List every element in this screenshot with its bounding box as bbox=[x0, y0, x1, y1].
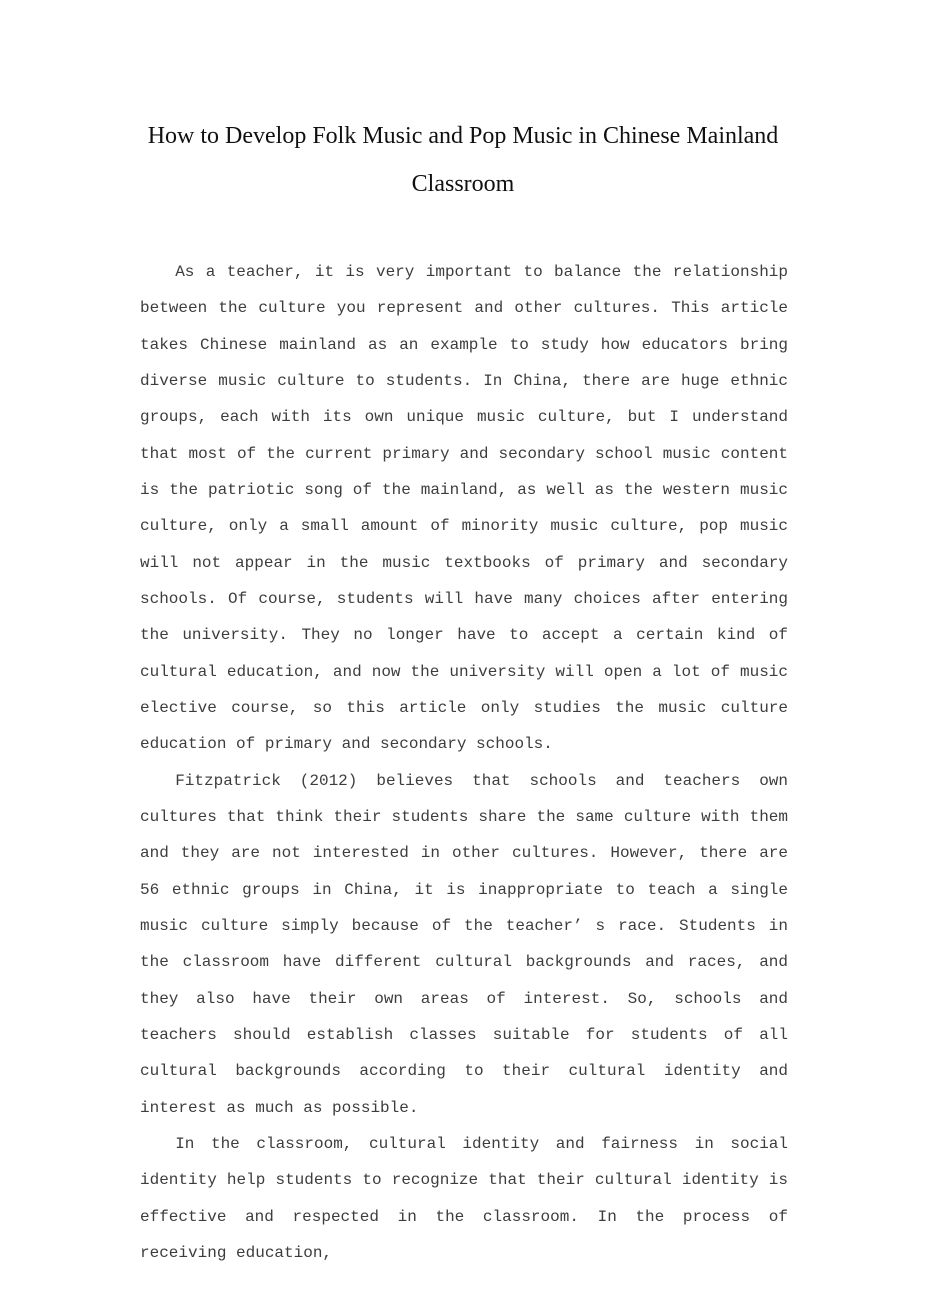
paragraph-2: Fitzpatrick (2012) believes that schools and teachers own cultures that think their students share the same culture with them and they are not interested in other cultures. However, there are 56 ethnic groups in China, it is inappropriate to teach a single music culture simply because of the teacher’ s race. Students in the classroom have different cultural backgrounds and races, and they also have their own areas of interest. So, schools and teachers should establish classes suitable for students of all cultural backgrounds according to their cultural identity and interest as much as possible. bbox=[140, 771, 788, 1117]
document-title: How to Develop Folk Music and Pop Music in Chinese Mainland Classroom bbox=[147, 123, 779, 197]
document-body bbox=[140, 254, 788, 1271]
paragraph-1: As a teacher, it is very important to balance the relationship between the culture you represent and other cultures. This article takes Chinese mainland as an example to study how educators bring diverse music culture to students. In China, there are huge ethnic groups, each with its own unique music culture, but I understand that most of the current primary and secondary school music content is the patriotic song of the mainland, as well as the western music culture, only a small amount of minority music culture, pop music will not appear in the music textbooks of primary and secondary schools. Of course, students will have many choices after entering the university. They no longer have to accept a certain kind of cultural education, and now the university will open a lot of music elective course, so this article only studies the music culture education of primary and secondary schools. bbox=[140, 263, 788, 754]
paragraph-3: In the classroom, cultural identity and fairness in social identity help students to recognize that their cultural identity is effective and respected in the classroom. In the process of receiving education, bbox=[140, 1134, 788, 1262]
